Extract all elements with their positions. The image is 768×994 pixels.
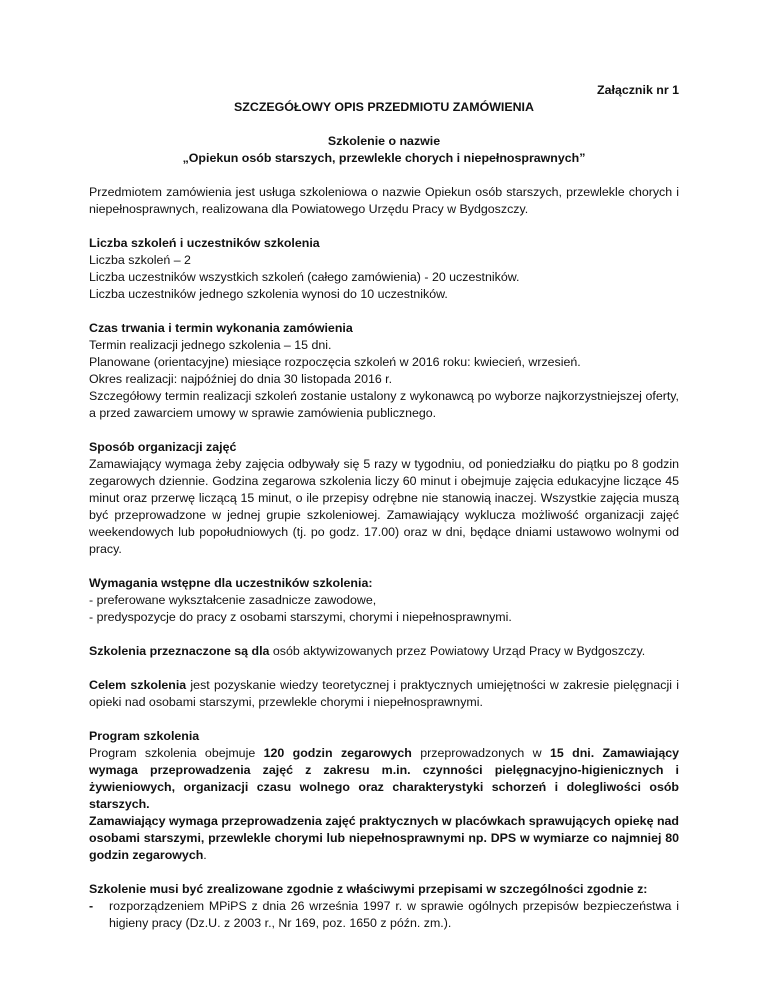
section-program bbox=[89, 728, 679, 864]
bold-run: Zamawiający wymaga przeprowadzenia zajęć praktycznych w placówkach sprawujących opiekę nad osobami starszymi, przewlekle chorymi lub niepełnosprawnymi np. DPS w wymiarze co najmniej 80 godzin zegarowych bbox=[89, 814, 679, 862]
main-title: SZCZEGÓŁOWY OPIS PRZEDMIOTU ZAMÓWIENIA bbox=[234, 100, 534, 114]
section-requirements bbox=[89, 575, 679, 626]
text-line: Liczba szkoleń – 2 bbox=[89, 253, 191, 267]
section-heading: Sposób organizacji zajęć bbox=[89, 440, 237, 454]
annex-label: Załącznik nr 1 bbox=[597, 83, 679, 97]
text-line: Liczba uczestników jednego szkolenia wynosi do 10 uczestników. bbox=[89, 287, 448, 301]
text-run: Program szkolenia obejmuje bbox=[89, 746, 264, 760]
bold-lead: Celem szkolenia bbox=[89, 678, 187, 692]
text-paragraph: Szczegółowy termin realizacji szkoleń zostanie ustalony z wykonawcą po wyborze najkorzystniejszej oferty, a przed zawarciem umowy w sprawie zamówienia publicznego. bbox=[89, 389, 679, 420]
document-page bbox=[89, 82, 679, 932]
section-heading: Liczba szkoleń i uczestników szkolenia bbox=[89, 236, 320, 250]
intro-paragraph: Przedmiotem zamówienia jest usługa szkoleniowa o nazwie Opiekun osób starszych, przewlekle chorych i niepełnosprawnych, realizowana dla Powiatowego Urzędu Pracy w Bydgoszczy. bbox=[89, 185, 679, 216]
subtitle-intro: Szkolenie o nazwie bbox=[327, 134, 441, 148]
section-goal bbox=[89, 677, 679, 711]
text-run: przeprowadzonych w bbox=[411, 746, 550, 760]
program-paragraph-2 bbox=[89, 813, 679, 864]
text-run: osób aktywizowanych przez Powiatowy Urząd Pracy w Bydgoszczy. bbox=[269, 644, 646, 658]
bold-run: 15 dni. Zamawiający wymaga przeprowadzenia zajęć z zakresu m.in. czynności pielęgnacyjno-higienicznych i żywieniowych, organizacji czasu wolnego oraz charakterystyki schorzeń i dolegliwości osób starszych. bbox=[89, 746, 679, 811]
regulation-list-item bbox=[89, 898, 679, 932]
regulation-text: rozporządzeniem MPiPS z dnia 26 września 1997 r. w sprawie ogólnych przepisów bezpieczeństwa i higieny pracy (Dz.U. z 2003 r., Nr 169, poz. 1650 z późn. zm.). bbox=[109, 899, 679, 930]
text-line: Termin realizacji jednego szkolenia – 15 dni. bbox=[89, 338, 332, 352]
section-heading: Wymagania wstępne dla uczestników szkolenia: bbox=[89, 576, 373, 590]
text-run: jest pozyskanie wiedzy teoretycznej i praktycznych umiejętności w zakresie pielęgnacji i opieki nad osobami starszymi, przewlekle chorymi i niepełnosprawnymi. bbox=[89, 678, 679, 709]
section-regulations bbox=[89, 881, 679, 932]
text-paragraph: Zamawiający wymaga żeby zajęcia odbywały się 5 razy w tygodniu, od poniedziałku do piątku po 8 godzin zegarowych dziennie. Godzina zegarowa szkolenia liczy 60 minut i obejmuje zajęcia edukacyjne liczące 45 minut oraz przerwę liczącą 15 minut, o ile przepisy odrębne nie stanowią inaczej. Wszystkie zajęcia muszą być przeprowadzone w jednej grupie szkoleniowej. Zamawiający wyklucza możliwość organizacji zajęć weekendowych lub popołudniowych (tj. po godz. 17.00) oraz w dni, będące dniami ustawowo wolnymi od pracy. bbox=[89, 457, 679, 556]
program-paragraph-1 bbox=[89, 745, 679, 813]
dash-bullet: - bbox=[89, 899, 94, 913]
section-counts bbox=[89, 235, 679, 303]
section-organization bbox=[89, 439, 679, 558]
text-run: . bbox=[203, 848, 207, 862]
text-line: - preferowane wykształcenie zasadnicze zawodowe, bbox=[89, 593, 377, 607]
text-line: Okres realizacji: najpóźniej do dnia 30 listopada 2016 r. bbox=[89, 372, 393, 386]
text-line: Planowane (orientacyjne) miesiące rozpoczęcia szkoleń w 2016 roku: kwiecień, wrzesień. bbox=[89, 355, 581, 369]
section-target-group bbox=[89, 643, 679, 660]
training-name: „Opiekun osób starszych, przewlekle chorych i niepełnosprawnych” bbox=[182, 151, 586, 165]
bold-run: 120 godzin zegarowych bbox=[263, 746, 412, 760]
text-line: Liczba uczestników wszystkich szkoleń (całego zamówienia) - 20 uczestników. bbox=[89, 270, 520, 284]
text-line: - predyspozycje do pracy z osobami starszymi, chorymi i niepełnosprawnymi. bbox=[89, 610, 512, 624]
section-heading: Program szkolenia bbox=[89, 729, 200, 743]
section-duration bbox=[89, 320, 679, 422]
bold-lead: Szkolenia przeznaczone są dla bbox=[89, 644, 270, 658]
section-heading: Szkolenie musi być zrealizowane zgodnie z właściwymi przepisami w szczególności zgodnie z: bbox=[89, 882, 648, 896]
section-heading: Czas trwania i termin wykonania zamówienia bbox=[89, 321, 353, 335]
